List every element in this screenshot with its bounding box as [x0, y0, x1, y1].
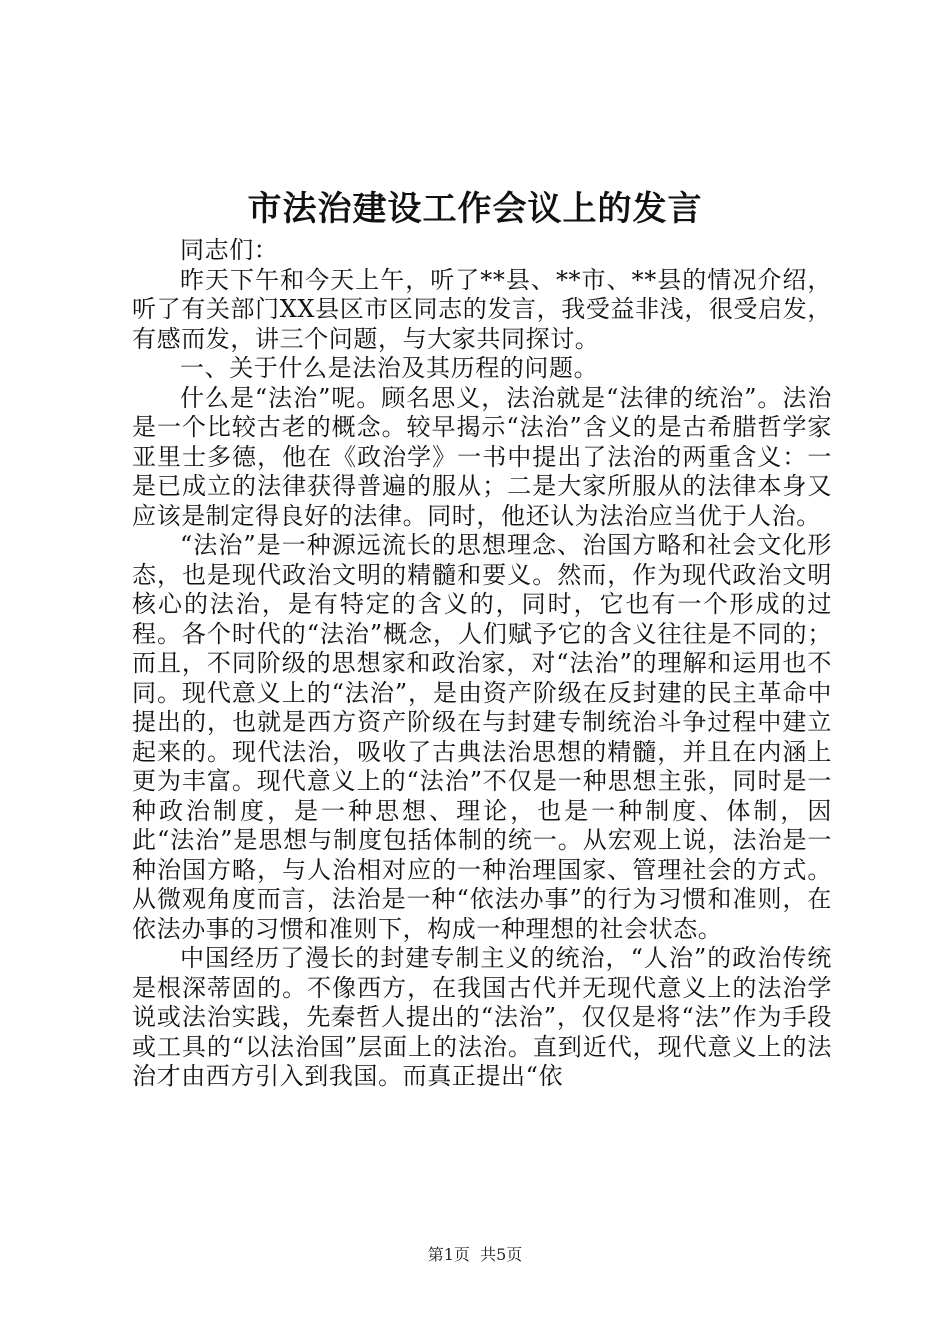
page-footer	[0, 1244, 950, 1266]
paragraph-salutation: 同志们：	[180, 236, 279, 264]
document-body	[132, 236, 832, 1092]
paragraph-intro: 昨天下午和今天上午，听了**县、**市、**县的情况介绍，听了有关部门XX县区市区同志的发言，我受益非浅，很受启发，有感而发，讲三个问题，与大家共同探讨。	[132, 265, 832, 353]
paragraph-rule-of-law-concept: “法治”是一种源远流长的思想理念、治国方略和社会文化形态，也是现代政治文明的精髓和要义。然而，作为现代政治文明核心的法治，是有特定的含义的，同时，它也有一个形成的过程。各个时代的“法治”概念，人们赋予它的含义往往是不同的；而且，不同阶级的思想家和政治家，对“法治”的理解和运用也不同。现代意义上的“法治”，是由资产阶级在反封建的民主革命中提出的，也就是西方资产阶级在与封建专制统治斗争过程中建立起来的。现代法治，吸收了古典法治思想的精髓，并且在内涵上更为丰富。现代意义上的“法治”不仅是一种思想主张，同时是一种政治制度，是一种思想、理论，也是一种制度、体制，因此“法治”是思想与制度包括体制的统一。从宏观上说，法治是一种治国方略，与人治相对应的一种治理国家、管理社会的方式。从微观角度而言，法治是一种“依法办事”的行为习惯和准则，在依法办事的习惯和准则下，构成一种理想的社会状态。	[132, 531, 832, 943]
page-number: 第1页	[427, 1245, 470, 1264]
document-title: 市法治建设工作会议上的发言	[247, 189, 703, 229]
paragraph-section-heading: 一、关于什么是法治及其历程的问题。	[180, 354, 599, 382]
paragraph-what-is-rule-of-law: 什么是“法治”呢。顾名思义，法治就是“法律的统治”。法治是一个比较古老的概念。较早揭示“法治”含义的是古希腊哲学家亚里士多德，他在《政治学》一书中提出了法治的两重含义：一是已成立的法律获得普遍的服从；二是大家所服从的法律本身又应该是制定得良好的法律。同时，他还认为法治应当优于人治。	[132, 383, 832, 530]
page-total: 共5页	[480, 1245, 523, 1264]
paragraph-china-history: 中国经历了漫长的封建专制主义的统治，“人治”的政治传统是根深蒂固的。不像西方，在我国古代并无现代意义上的法治学说或法治实践，先秦哲人提出的“法治”，仅仅是将“法”作为手段或工具的“以法治国”层面上的法治。直到近代，现代意义上的法治才由西方引入到我国。而真正提出“依	[132, 944, 832, 1090]
